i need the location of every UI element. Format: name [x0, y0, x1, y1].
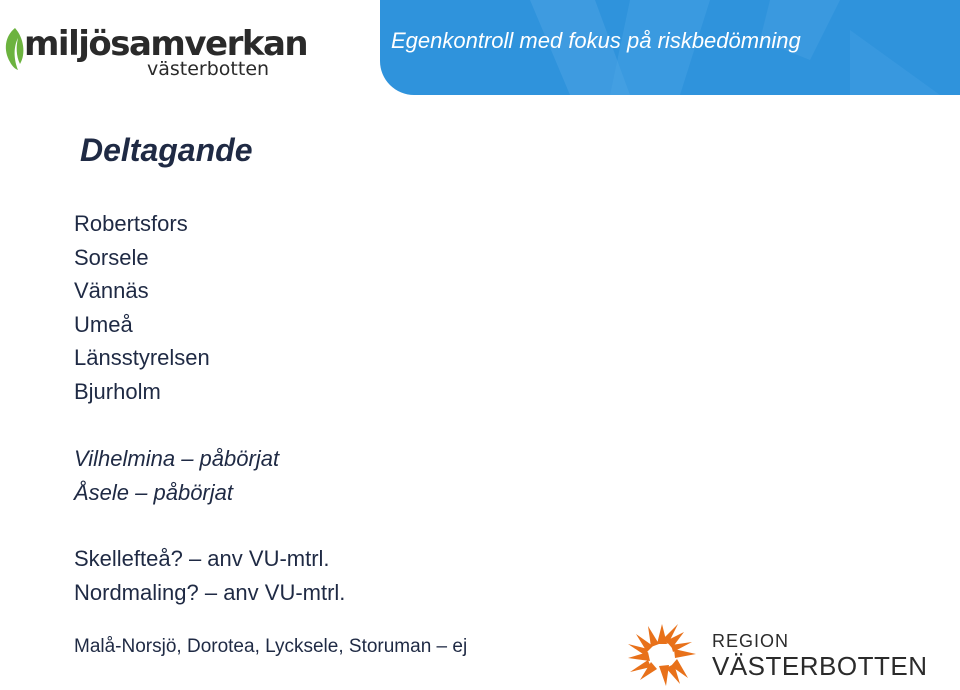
questions-list — [74, 542, 345, 609]
list-item: Länsstyrelsen — [74, 345, 210, 371]
region-vasterbotten-logo — [626, 622, 926, 688]
page-title: Deltagande — [80, 132, 253, 168]
list-item: Vilhelmina – påbörjat — [74, 446, 280, 471]
region-name: VÄSTERBOTTEN — [712, 651, 928, 681]
sun-icon — [626, 622, 698, 688]
list-item: Sorsele — [74, 244, 149, 270]
not-participating-line: Malå-Norsjö, Dorotea, Lycksele, Storuman – ej — [74, 636, 468, 657]
miljosamverkan-logo — [2, 22, 308, 82]
list-item: Vännäs — [74, 278, 149, 304]
list-item: Umeå — [74, 311, 133, 337]
list-item: Skellefteå? – anv VU-mtrl. — [74, 546, 330, 571]
region-label: REGION — [712, 631, 790, 651]
list-item: Robertsfors — [74, 211, 188, 236]
header-banner — [380, 0, 960, 95]
header-tagline: Egenkontroll med fokus på riskbedömning — [391, 28, 801, 53]
logo-subtitle: västerbotten — [147, 58, 270, 80]
list-item: Bjurholm — [74, 378, 161, 404]
list-item: Nordmaling? – anv VU-mtrl. — [74, 579, 346, 605]
list-item: Åsele – påbörjat — [74, 479, 233, 505]
logo-wordmark: miljösamverkan — [24, 24, 308, 64]
participants-list — [74, 207, 210, 409]
started-list — [74, 442, 279, 509]
